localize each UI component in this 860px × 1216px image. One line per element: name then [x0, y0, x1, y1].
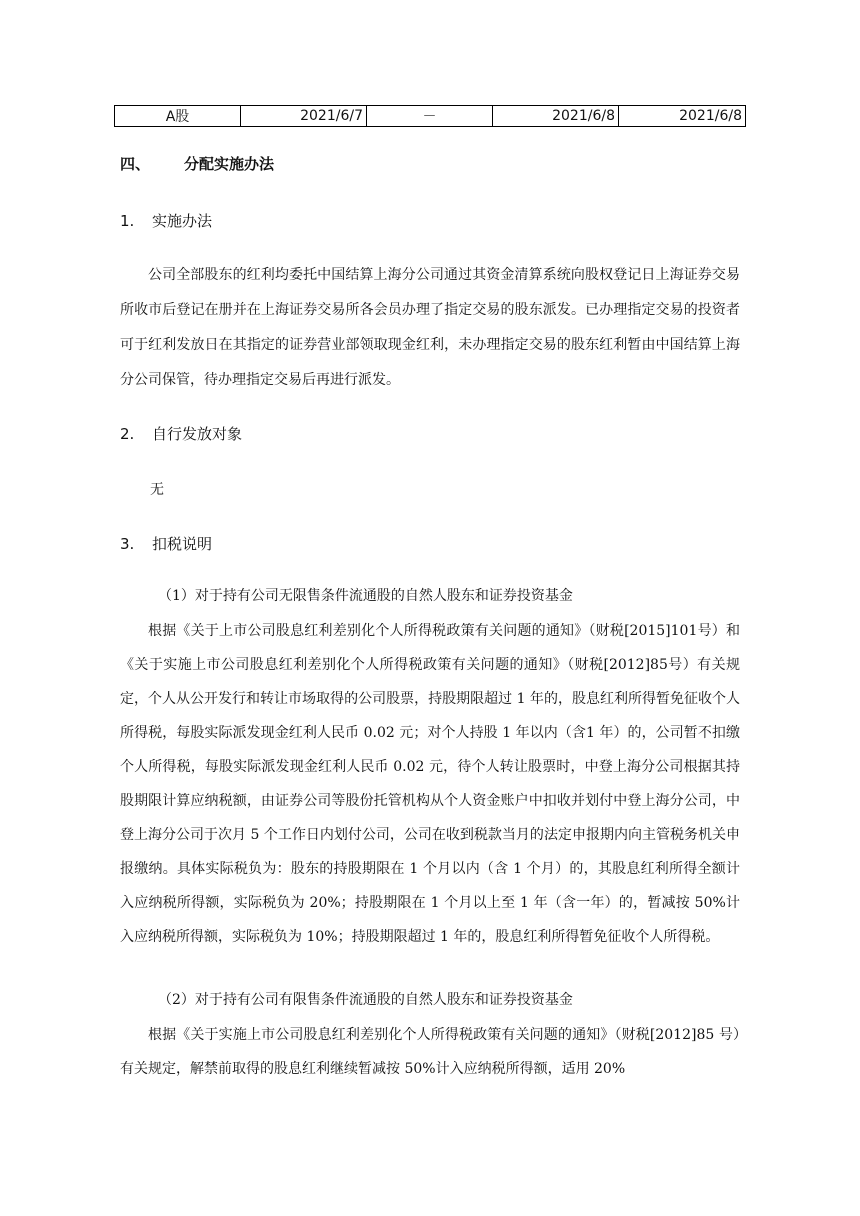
item-title: 实施办法	[152, 212, 213, 230]
subsection-1-title: （1）对于持有公司无限售条件流通股的自然人股东和证券投资基金	[158, 588, 573, 604]
table-row	[115, 106, 746, 127]
item-number: 3.	[120, 535, 135, 553]
tax-paragraph-2: 根据《关于实施上市公司股息红利差别化个人所得税政策有关问题的通知》（财税[2012]85 号）有关规定，解禁前取得的股息红利继续暂减按 50%计入应纳税所得额，适用 20%	[120, 1027, 740, 1077]
item-title: 扣税说明	[152, 535, 213, 553]
item-1-heading	[120, 210, 212, 231]
section-number: 四、	[120, 155, 151, 173]
payment-date-cell: 2021/6/8	[619, 106, 746, 127]
item-title: 自行发放对象	[152, 425, 243, 443]
implementation-paragraph: 公司全部股东的红利均委托中国结算上海分公司通过其资金清算系统向股权登记日上海证券交易所收市后登记在册并在上海证券交易所各会员办理了指定交易的股东派发。已办理指定交易的投资者可于红利发放日在其指定的证券营业部领取现金红利，未办理指定交易的股东红利暂由中国结算上海分公司保管，待办理指定交易后再进行派发。	[120, 267, 740, 388]
last-trading-date-cell: －	[367, 106, 493, 127]
section-title: 分配实施办法	[184, 155, 275, 173]
item-3-heading	[120, 533, 212, 554]
section-heading	[120, 153, 274, 174]
item-2-heading	[120, 423, 242, 444]
self-distribution-text: 无	[150, 482, 164, 498]
tax-paragraph-1: 根据《关于上市公司股息红利差别化个人所得税政策有关问题的通知》（财税[2015]101号）和《关于实施上市公司股息红利差别化个人所得税政策有关问题的通知》（财税[2012]85号）有关规定，个人从公开发行和转让市场取得的公司股票，持股期限超过 1 年的，股息红利所得暂免征收个人所得税，每股实际派发现金红利人民币 0.02 元；对个人持股 1 年以内（含1 年）的，公司暂不扣缴个人所得税，每股实际派发现金红利人民币 0.02 元，待个人转让股票时，中登上海分公司根据其持股期限计算应纳税额，由证券公司等股份托管机构从个人资金账户中扣收并划付中登上海分公司，中登上海分公司于次月 5 个工作日内划付公司，公司在收到税款当月的法定申报期内向主管税务机关申报缴纳。具体实际税负为：股东的持股期限在 1 个月以内（含 1 个月）的，其股息红利所得全额计入应纳税所得额，实际税负为 20%；持股期限在 1 个月以上至 1 年（含一年）的，暂减按 50%计入应纳税所得额，实际税负为 10%；持股期限超过 1 年的，股息红利所得暂免征收个人所得税。	[120, 623, 740, 945]
record-date-table	[114, 105, 746, 127]
record-date-cell: 2021/6/7	[241, 106, 367, 127]
ex-dividend-date-cell: 2021/6/8	[493, 106, 619, 127]
item-number: 2.	[120, 425, 135, 443]
share-class-cell: A股	[115, 106, 241, 127]
item-number: 1.	[120, 212, 135, 230]
subsection-2-title: （2）对于持有公司有限售条件流通股的自然人股东和证券投资基金	[158, 992, 573, 1008]
